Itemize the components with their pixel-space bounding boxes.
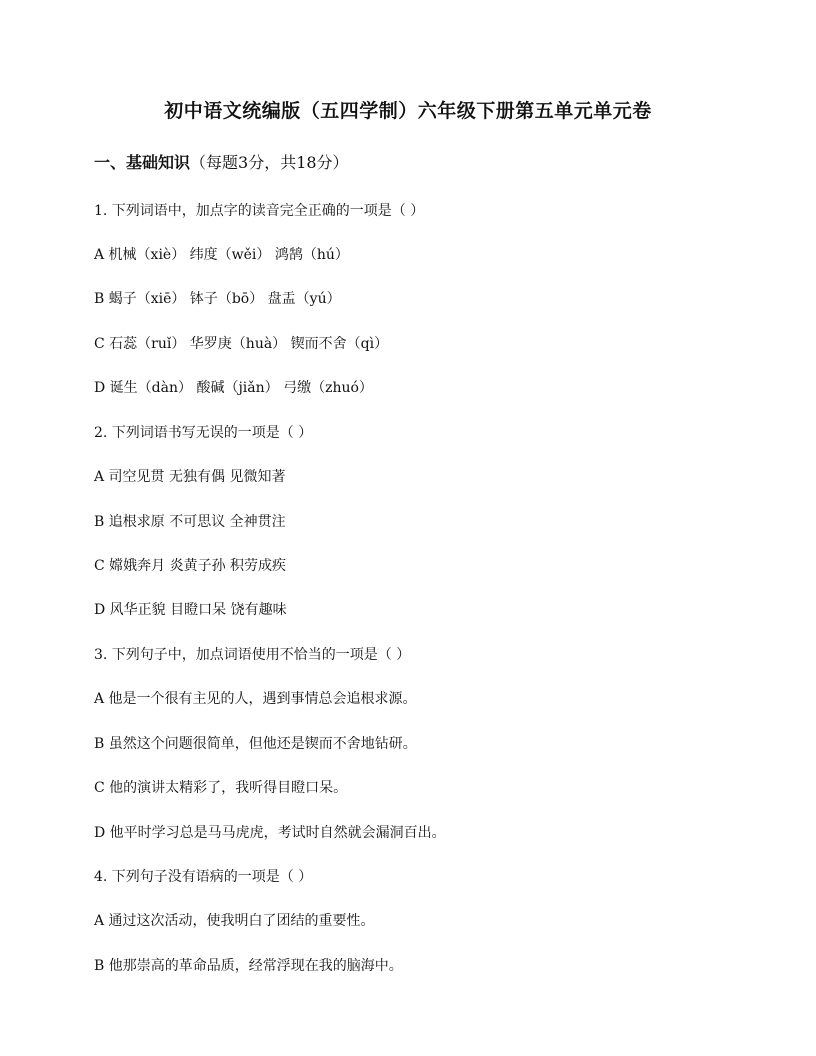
question-1-option-c: C 石蕊（ruǐ） 华罗庚（huà） 锲而不舍（qì） <box>94 336 389 352</box>
question-4: 4. 下列句子没有语病的一项是（ ） <box>94 869 313 885</box>
question-2-option-a: A 司空见贯 无独有偶 见微知著 <box>94 469 286 485</box>
question-1-option-a: A 机械（xiè） 纬度（wěi） 鸿鹄（hú） <box>94 247 349 263</box>
document-title: 初中语文统编版（五四学制）六年级下册第五单元单元卷 <box>164 100 652 122</box>
question-2-option-c: C 嫦娥奔月 炎黄子孙 积劳成疾 <box>94 558 287 574</box>
question-3-option-d: D 他平时学习总是马马虎虎，考试时自然就会漏洞百出。 <box>94 825 446 841</box>
question-3-option-c: C 他的演讲太精彩了，我听得目瞪口呆。 <box>94 780 348 796</box>
question-4-option-a: A 通过这次活动，使我明白了团结的重要性。 <box>94 913 375 929</box>
question-1: 1. 下列词语中，加点字的读音完全正确的一项是（ ） <box>94 203 425 219</box>
question-3-option-b: B 虽然这个问题很简单，但他还是锲而不舍地钻研。 <box>94 736 417 752</box>
question-3-option-a: A 他是一个很有主见的人，遇到事情总会追根求源。 <box>94 691 417 707</box>
section-score-note: （每题3分，共18分） <box>190 153 349 172</box>
section-heading <box>94 150 349 173</box>
question-1-option-b: B 蝎子（xiē） 钵子（bō） 盘盂（yú） <box>94 291 341 307</box>
question-1-option-d: D 诞生（dàn） 酸碱（jiǎn） 弓缴（zhuó） <box>94 380 373 396</box>
question-3: 3. 下列句子中，加点词语使用不恰当的一项是（ ） <box>94 647 411 663</box>
question-2-option-b: B 追根求原 不可思议 全神贯注 <box>94 514 286 530</box>
question-4-option-b: B 他那崇高的革命品质，经常浮现在我的脑海中。 <box>94 958 403 974</box>
question-2-option-d: D 风华正貌 目瞪口呆 饶有趣味 <box>94 602 287 618</box>
question-2: 2. 下列词语书写无误的一项是（ ） <box>94 425 313 441</box>
section-title: 一、基础知识 <box>94 153 191 172</box>
